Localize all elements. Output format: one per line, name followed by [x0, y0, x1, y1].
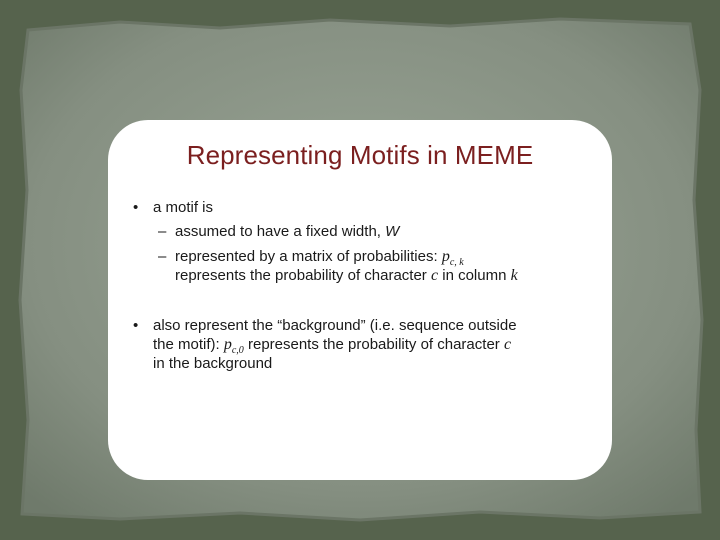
slide-title: Representing Motifs in MEME	[186, 140, 534, 170]
dash-glyph: –	[158, 248, 167, 265]
matrix-text: represented by a matrix of probabilities:	[175, 248, 442, 265]
bullet-glyph: •	[133, 199, 139, 216]
dash-glyph: –	[158, 223, 167, 240]
explanation-text-b: in column	[438, 267, 511, 284]
background-text-b: represents the probability of character	[243, 336, 504, 353]
bullet-motif-is: a motif is	[153, 199, 214, 216]
background-line-1: also represent the “background” (i.e. sequence outside	[153, 317, 517, 334]
sub-bullet-fixed-width	[175, 222, 399, 242]
background-line-3: in the background	[153, 355, 273, 372]
fixed-width-text: assumed to have a fixed width,	[175, 223, 386, 240]
p-symbol: p	[441, 248, 450, 265]
explanation-text-a: represents the probability of character	[175, 267, 431, 284]
content-card	[108, 120, 612, 480]
width-variable: W	[385, 223, 400, 240]
p-subscript: c,0	[231, 345, 244, 356]
p-symbol: p	[223, 336, 232, 353]
matrix-explanation	[175, 266, 518, 286]
bullet-glyph: •	[133, 317, 139, 334]
p-subscript: c, k	[449, 257, 464, 268]
c-variable: c	[430, 267, 439, 284]
background-text-a: the motif):	[153, 336, 224, 353]
k-variable: k	[510, 267, 518, 284]
c-variable: c	[503, 336, 512, 353]
